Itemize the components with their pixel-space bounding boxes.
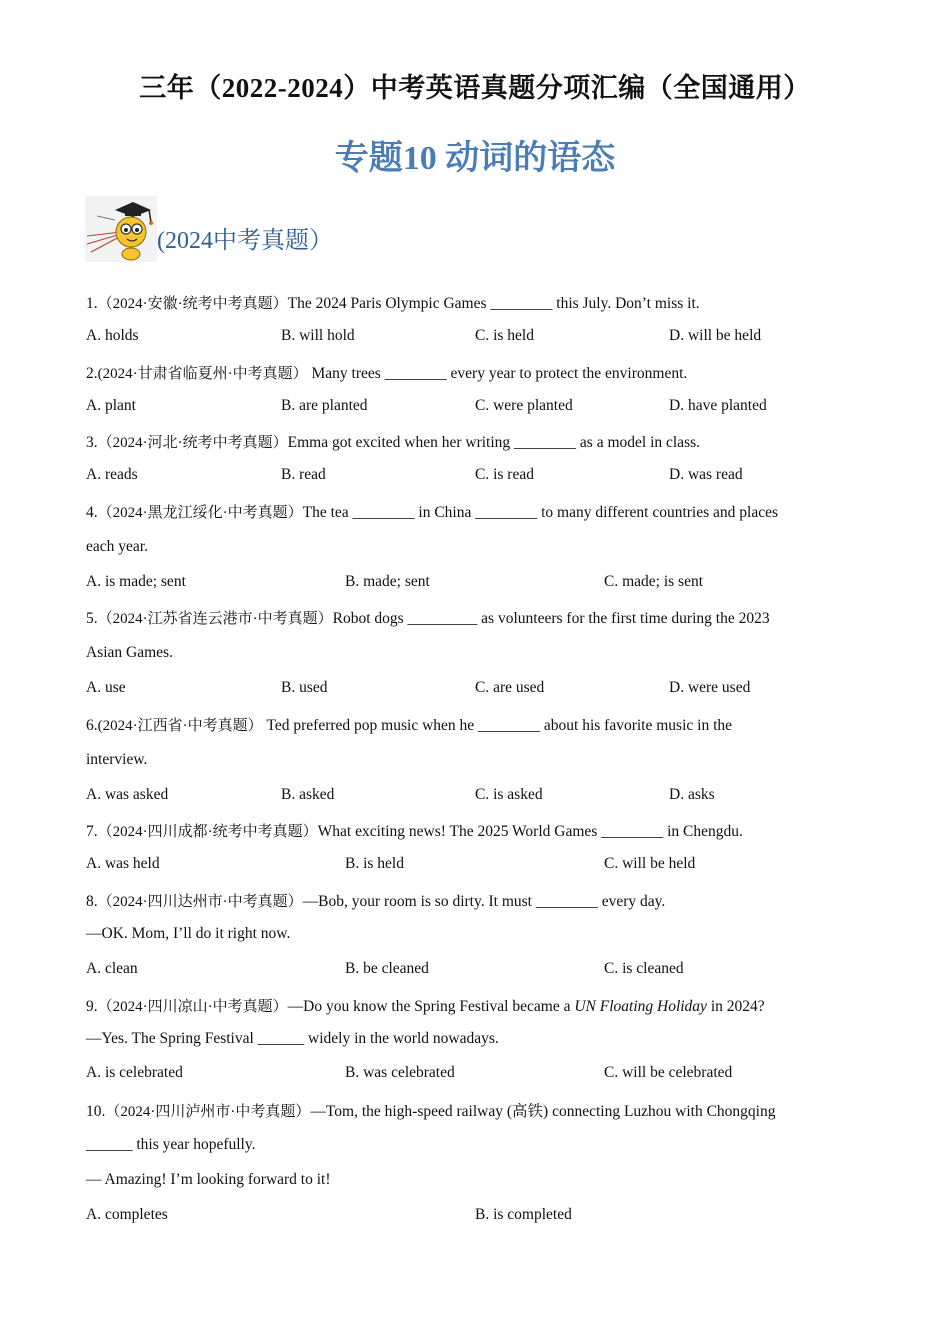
options-2 <box>86 397 886 419</box>
question-text: Robot dogs _________ as volunteers for the first time during the 2023 <box>332 610 770 627</box>
question-source: （2024·江苏省连云港市·中考真题） <box>97 611 333 627</box>
question-10-continued: ______ this year hopefully. <box>86 1136 256 1153</box>
question-text-italic: UN Floating Holiday <box>574 998 707 1015</box>
question-source: (2024·江西省·中考真题） <box>97 718 263 734</box>
option-d: D. will be held <box>669 327 762 344</box>
option-c: C. were planted <box>475 397 573 414</box>
question-number: 7. <box>86 823 98 840</box>
option-b: B. is completed <box>475 1206 572 1223</box>
question-5-continued: Asian Games. <box>86 644 173 661</box>
option-d: D. was read <box>669 466 743 483</box>
option-b: B. be cleaned <box>345 960 429 977</box>
question-6 <box>86 714 732 735</box>
options-1 <box>86 327 886 349</box>
option-b: B. are planted <box>281 397 368 414</box>
question-4 <box>86 501 778 522</box>
option-c: C. is cleaned <box>604 960 684 977</box>
question-5 <box>86 607 770 628</box>
question-number: 4. <box>86 504 98 521</box>
option-b: B. made; sent <box>345 573 430 590</box>
topic-title: 专题10 动词的语态 <box>334 140 616 177</box>
option-b: B. read <box>281 466 326 483</box>
question-text: What exciting news! The 2025 World Games ________ in Chengdu. <box>317 823 743 840</box>
question-source: （2024·四川达州市·中考真题） <box>97 894 303 910</box>
question-source: （2024·四川泸州市·中考真题） <box>105 1104 311 1120</box>
options-8 <box>86 960 886 982</box>
question-number: 10. <box>86 1103 106 1120</box>
question-number: 5. <box>86 610 98 627</box>
question-9 <box>86 995 765 1016</box>
question-source: （2024·河北·统考中考真题） <box>97 435 288 451</box>
option-a: A. use <box>86 679 126 696</box>
option-c: C. are used <box>475 679 545 696</box>
question-number: 2. <box>86 365 98 382</box>
option-a: A. plant <box>86 397 136 414</box>
question-8 <box>86 890 665 911</box>
document-title: 三年（2022-2024）中考英语真题分项汇编（全国通用） <box>139 73 811 103</box>
option-b: B. is held <box>345 855 404 872</box>
option-b: B. asked <box>281 786 335 803</box>
options-10 <box>86 1206 886 1228</box>
option-c: C. is asked <box>475 786 543 803</box>
option-b: B. will hold <box>281 327 355 344</box>
question-3 <box>86 431 700 452</box>
question-10 <box>86 1099 776 1121</box>
options-9 <box>86 1064 886 1086</box>
question-1 <box>86 292 700 313</box>
options-4 <box>86 573 886 595</box>
question-9-reply: —Yes. The Spring Festival ______ widely in the world nowadays. <box>86 1030 499 1047</box>
question-number: 6. <box>86 717 98 734</box>
options-3 <box>86 466 886 488</box>
question-source: （2024·安徽·统考中考真题） <box>97 296 288 312</box>
question-number: 3. <box>86 434 98 451</box>
question-text: —Tom, the high-speed railway (高铁) connecting Luzhou with Chongqing <box>310 1103 776 1120</box>
option-d: D. asks <box>669 786 715 803</box>
question-4-continued: each year. <box>86 538 148 555</box>
question-number: 8. <box>86 893 98 910</box>
option-a: A. was held <box>86 855 160 872</box>
option-a: A. holds <box>86 327 139 344</box>
question-source: （2024·四川凉山·中考真题） <box>97 999 288 1015</box>
question-text: Ted preferred pop music when he ________ about his favorite music in the <box>262 717 733 734</box>
question-source: （2024·黑龙江绥化·中考真题） <box>97 505 303 521</box>
question-text: —Bob, your room is so dirty. It must ________ every day. <box>302 893 666 910</box>
option-b: B. was celebrated <box>345 1064 455 1081</box>
options-6 <box>86 786 886 808</box>
question-2 <box>86 362 687 383</box>
option-a: A. completes <box>86 1206 168 1223</box>
option-d: D. were used <box>669 679 751 696</box>
question-7 <box>86 820 743 841</box>
question-number: 1. <box>86 295 98 312</box>
question-6-continued: interview. <box>86 751 148 768</box>
option-b: B. used <box>281 679 328 696</box>
question-10-reply: — Amazing! I’m looking forward to it! <box>86 1171 331 1188</box>
question-text-end: in 2024? <box>706 998 765 1015</box>
option-c: C. made; is sent <box>604 573 704 590</box>
option-c: C. is held <box>475 327 534 344</box>
question-source: (2024·甘肃省临夏州·中考真题） <box>97 366 308 382</box>
question-text: Emma got excited when her writing ________ as a model in class. <box>287 434 701 451</box>
option-c: C. is read <box>475 466 534 483</box>
question-source: （2024·四川成都·统考中考真题） <box>97 824 318 840</box>
question-text: The 2024 Paris Olympic Games ________ this July. Don’t miss it. <box>287 295 700 312</box>
option-a: A. is made; sent <box>86 573 186 590</box>
option-d: D. have planted <box>669 397 767 414</box>
section-heading: (2024中考真题） <box>157 228 333 254</box>
options-7 <box>86 855 886 877</box>
option-c: C. will be held <box>604 855 696 872</box>
option-c: C. will be celebrated <box>604 1064 733 1081</box>
question-8-reply: —OK. Mom, I’ll do it right now. <box>86 925 291 942</box>
option-a: A. was asked <box>86 786 169 803</box>
question-number: 9. <box>86 998 98 1015</box>
option-a: A. is celebrated <box>86 1064 183 1081</box>
option-a: A. reads <box>86 466 138 483</box>
scholar-mascot-icon <box>85 196 157 262</box>
options-5 <box>86 679 886 701</box>
question-text: Many trees ________ every year to protect the environment. <box>307 365 688 382</box>
option-a: A. clean <box>86 960 138 977</box>
question-text: —Do you know the Spring Festival became a <box>287 998 575 1015</box>
question-text: The tea ________ in China ________ to many different countries and places <box>302 504 778 521</box>
